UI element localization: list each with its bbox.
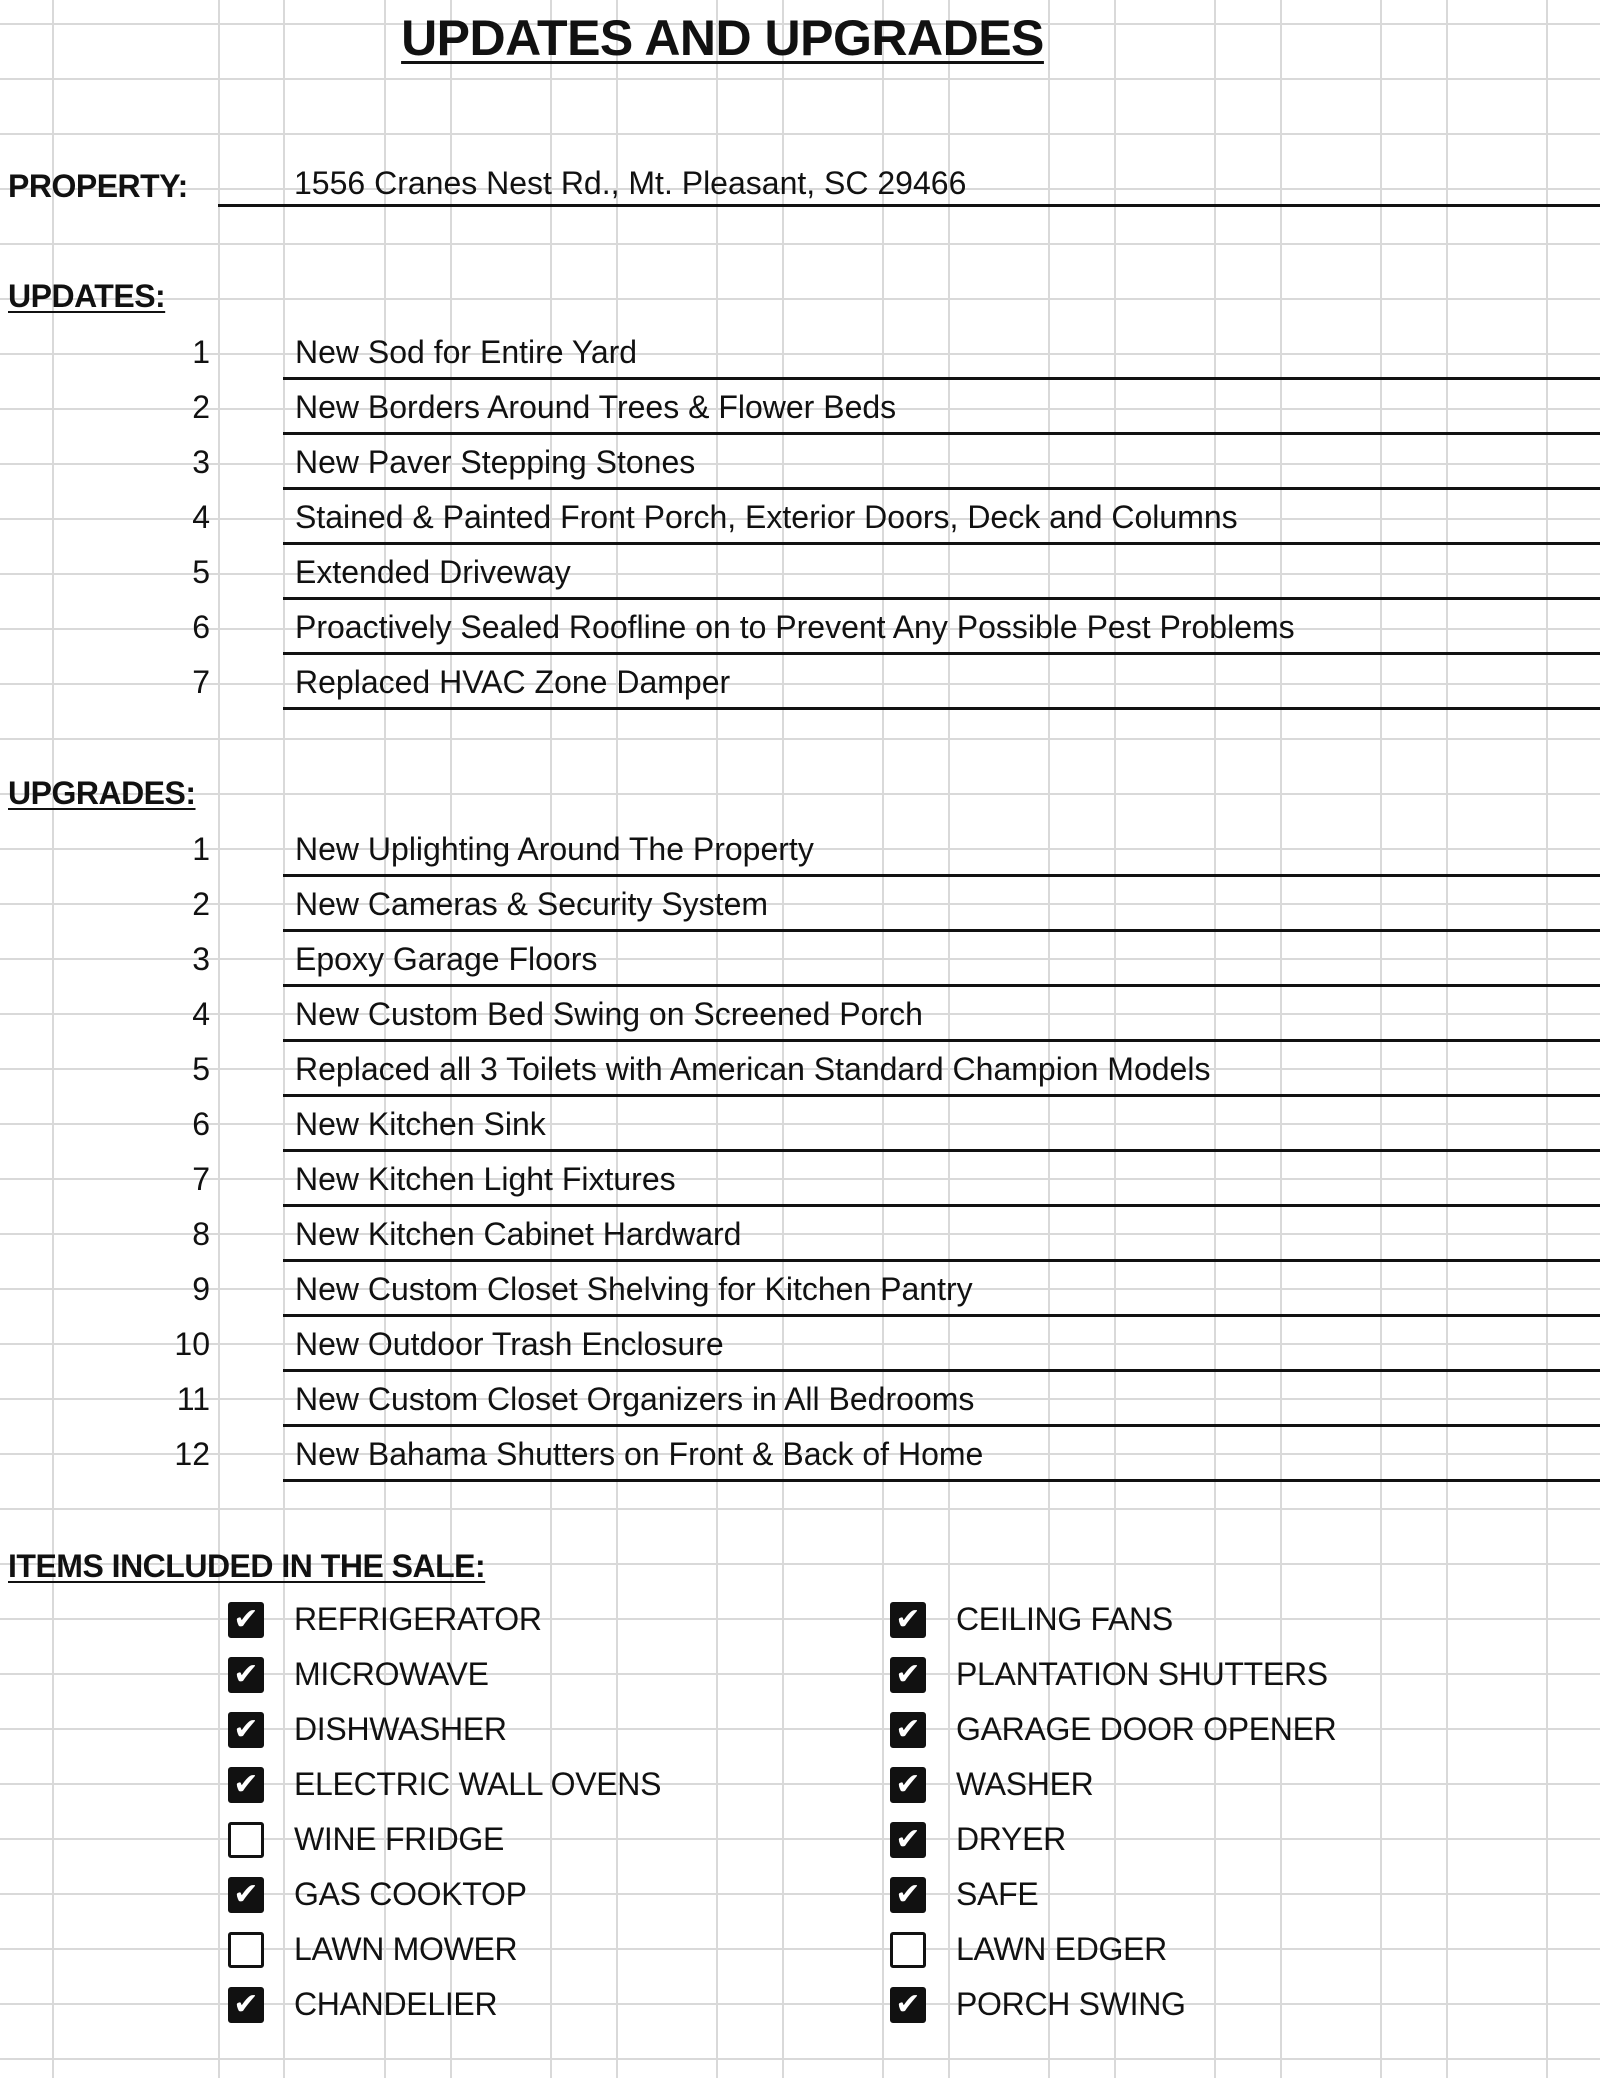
list-item	[0, 987, 1600, 1042]
checklist-item-label: SAFE	[956, 1876, 1039, 1912]
checkbox-checked-icon[interactable]: ✔	[890, 1877, 926, 1913]
checkbox-checked-icon[interactable]: ✔	[228, 1602, 264, 1638]
checklist-item-label: LAWN EDGER	[956, 1931, 1167, 1967]
checklist-item-label: WASHER	[956, 1766, 1094, 1802]
item-number: 4	[192, 499, 210, 535]
item-number: 2	[192, 389, 210, 425]
checkbox-unchecked-icon[interactable]	[228, 1822, 264, 1858]
list-item	[0, 1042, 1600, 1097]
item-text: New Kitchen Cabinet Hardward	[283, 1207, 1600, 1262]
item-text: Replaced HVAC Zone Damper	[283, 655, 1600, 710]
item-text: New Custom Closet Shelving for Kitchen Pantry	[283, 1262, 1600, 1317]
checkbox-checked-icon[interactable]: ✔	[890, 1987, 926, 2023]
item-text: Epoxy Garage Floors	[283, 932, 1600, 987]
checklist-item-label: CEILING FANS	[956, 1601, 1173, 1637]
updates-heading: UPDATES:	[8, 278, 166, 314]
list-item	[0, 435, 1600, 490]
property-label: PROPERTY:	[8, 168, 188, 204]
item-number: 1	[192, 334, 210, 370]
item-number: 5	[192, 1051, 210, 1087]
item-number: 4	[192, 996, 210, 1032]
item-text: Stained & Painted Front Porch, Exterior Doors, Deck and Columns	[283, 490, 1600, 545]
list-item	[0, 380, 1600, 435]
property-address: 1556 Cranes Nest Rd., Mt. Pleasant, SC 29466	[218, 145, 1600, 207]
list-item	[0, 1427, 1600, 1482]
item-text: New Sod for Entire Yard	[283, 325, 1600, 380]
checklist-item-label: WINE FRIDGE	[294, 1821, 505, 1857]
item-text: New Outdoor Trash Enclosure	[283, 1317, 1600, 1372]
list-item	[0, 1097, 1600, 1152]
upgrades-heading: UPGRADES:	[8, 775, 196, 811]
list-item	[0, 655, 1600, 710]
checkbox-checked-icon[interactable]: ✔	[228, 1657, 264, 1693]
checkbox-checked-icon[interactable]: ✔	[890, 1767, 926, 1803]
item-number: 6	[192, 609, 210, 645]
checklist-item-label: ELECTRIC WALL OVENS	[294, 1766, 662, 1802]
item-text: Extended Driveway	[283, 545, 1600, 600]
page-title: UPDATES AND UPGRADES	[401, 10, 1044, 66]
item-text: New Kitchen Sink	[283, 1097, 1600, 1152]
checklist-item-label: LAWN MOWER	[294, 1931, 518, 1967]
item-text: Proactively Sealed Roofline on to Prevent Any Possible Pest Problems	[283, 600, 1600, 655]
item-text: New Borders Around Trees & Flower Beds	[283, 380, 1600, 435]
checkbox-unchecked-icon[interactable]	[890, 1932, 926, 1968]
checklist-item-label: GARAGE DOOR OPENER	[956, 1711, 1337, 1747]
checkbox-checked-icon[interactable]: ✔	[228, 1712, 264, 1748]
checklist-item-label: MICROWAVE	[294, 1656, 489, 1692]
checkbox-checked-icon[interactable]: ✔	[228, 1987, 264, 2023]
item-text: New Custom Closet Organizers in All Bedrooms	[283, 1372, 1600, 1427]
item-number: 9	[192, 1271, 210, 1307]
checklist-item-label: PORCH SWING	[956, 1986, 1186, 2022]
checklist-item-label: GAS COOKTOP	[294, 1876, 527, 1912]
item-number: 10	[174, 1326, 210, 1362]
checkbox-checked-icon[interactable]: ✔	[890, 1712, 926, 1748]
checkbox-checked-icon[interactable]: ✔	[228, 1767, 264, 1803]
list-item	[0, 1262, 1600, 1317]
item-number: 3	[192, 444, 210, 480]
item-number: 1	[192, 831, 210, 867]
checklist-item-label: REFRIGERATOR	[294, 1601, 542, 1637]
list-item	[0, 822, 1600, 877]
item-number: 7	[192, 664, 210, 700]
updates-list	[0, 325, 1600, 710]
checkbox-checked-icon[interactable]: ✔	[890, 1602, 926, 1638]
item-text: Replaced all 3 Toilets with American Standard Champion Models	[283, 1042, 1600, 1097]
list-item	[0, 932, 1600, 987]
item-text: New Bahama Shutters on Front & Back of Home	[283, 1427, 1600, 1482]
checkbox-checked-icon[interactable]: ✔	[890, 1822, 926, 1858]
checkbox-unchecked-icon[interactable]	[228, 1932, 264, 1968]
list-item	[0, 490, 1600, 545]
list-item	[0, 325, 1600, 380]
checkbox-checked-icon[interactable]: ✔	[228, 1877, 264, 1913]
list-item	[0, 1207, 1600, 1262]
item-text: New Uplighting Around The Property	[283, 822, 1600, 877]
item-number: 12	[174, 1436, 210, 1472]
included-heading: ITEMS INCLUDED IN THE SALE:	[8, 1548, 486, 1584]
list-item	[0, 1152, 1600, 1207]
checklist-item-label: DRYER	[956, 1821, 1066, 1857]
checklist-item-label: DISHWASHER	[294, 1711, 507, 1747]
checklist-item-label: PLANTATION SHUTTERS	[956, 1656, 1328, 1692]
item-text: New Kitchen Light Fixtures	[283, 1152, 1600, 1207]
item-number: 8	[192, 1216, 210, 1252]
item-text: New Paver Stepping Stones	[283, 435, 1600, 490]
item-number: 6	[192, 1106, 210, 1142]
list-item	[0, 1317, 1600, 1372]
checklist-item-label: CHANDELIER	[294, 1986, 498, 2022]
list-item	[0, 1372, 1600, 1427]
item-number: 3	[192, 941, 210, 977]
list-item	[0, 545, 1600, 600]
item-number: 5	[192, 554, 210, 590]
item-number: 7	[192, 1161, 210, 1197]
upgrades-list	[0, 822, 1600, 1482]
checkbox-checked-icon[interactable]: ✔	[890, 1657, 926, 1693]
list-item	[0, 877, 1600, 932]
list-item	[0, 600, 1600, 655]
item-number: 2	[192, 886, 210, 922]
item-number: 11	[176, 1381, 210, 1417]
item-text: New Custom Bed Swing on Screened Porch	[283, 987, 1600, 1042]
item-text: New Cameras & Security System	[283, 877, 1600, 932]
